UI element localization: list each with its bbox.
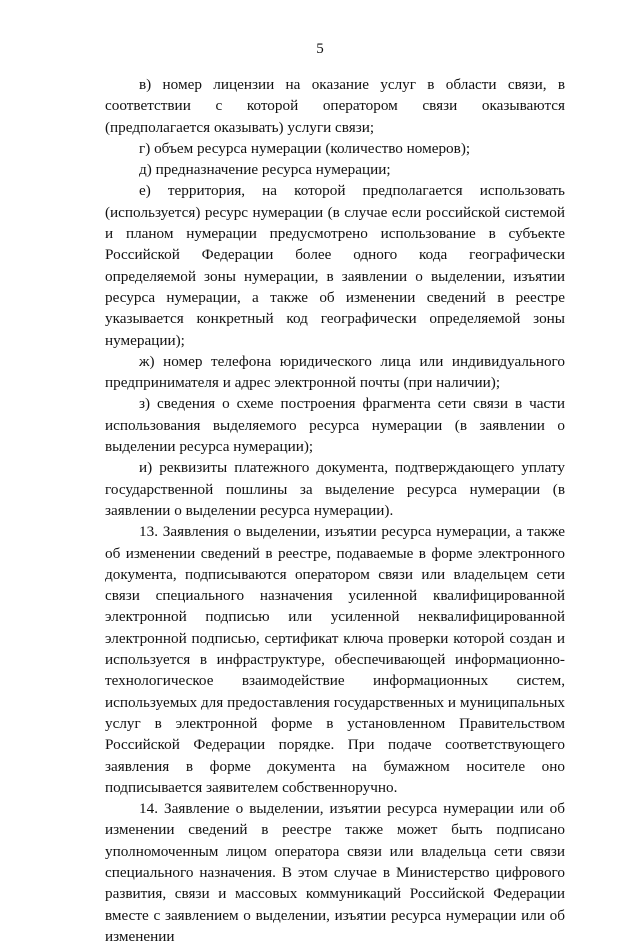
paragraph-clause-14: 14. Заявление о выделении, изъятии ресурса нумерации или об изменении сведений в реестре также может быть подписано уполномоченным лицом оператора связи или владельца сети связи специального назначения. В этом случае в Министерство цифрового развития, связи и массовых коммуникаций Российской Федерации вместе с заявлением о выделении, изъятии ресурса нумерации или об изменении [105,800,565,945]
paragraph-item-z: з) сведения о схеме построения фрагмента сети связи в части использования выделяемого ресурса нумерации (в заявлении о выделении ресурса нумерации); [105,395,565,456]
paragraph-item-d: д) предназначение ресурса нумерации; [139,161,391,179]
page-number: 5 [316,41,324,57]
paragraph-item-i: и) реквизиты платежного документа, подтверждающего уплату государственной пошлины за выделение ресурса нумерации (в заявлении о выделении ресурса нумерации). [105,459,565,519]
paragraph-item-zh: ж) номер телефона юридического лица или индивидуального предпринимателя и адрес электронной почты (при наличии); [105,352,565,392]
paragraph-item-v: в) номер лицензии на оказание услуг в области связи, в соответствии с которой оператором связи оказываются (предполагается оказывать) услуги связи; [105,76,565,136]
document-body [105,74,565,947]
paragraph-item-g: г) объем ресурса нумерации (количество номеров); [139,139,471,157]
paragraph-item-e: е) территория, на которой предполагается использовать (используется) ресурс нумерации (в случае если российской системой и планом нумерации предусмотрено использование в субъекте Российской Федерации более одного кода географически определяемой зоны нумерации, в заявлении о выделении, изъятии ресурса нумерации, а также об изменении сведений в реестре указывается конкретный код географически определяемой зоны нумерации); [105,182,565,349]
paragraph-clause-13: 13. Заявления о выделении, изъятии ресурса нумерации, а также об изменении сведений в реестре, подаваемые в форме электронного документа, подписываются оператором связи или владельцем сети связи специального назначения усиленной квалифицированной электронной подписью или усиленной неквалифицированной электронной подписью, сертификат ключа проверки которой создан и используется в инфраструктуре, обеспечивающей информационно-технологическое взаимодействие информационных систем, используемых для предоставления государственных и муниципальных услуг в электронной форме в установленном Правительством Российской Федерации порядке. При подаче соответствующего заявления в форме документа на бумажном носителе оно подписывается заявителем собственноручно. [105,523,565,796]
